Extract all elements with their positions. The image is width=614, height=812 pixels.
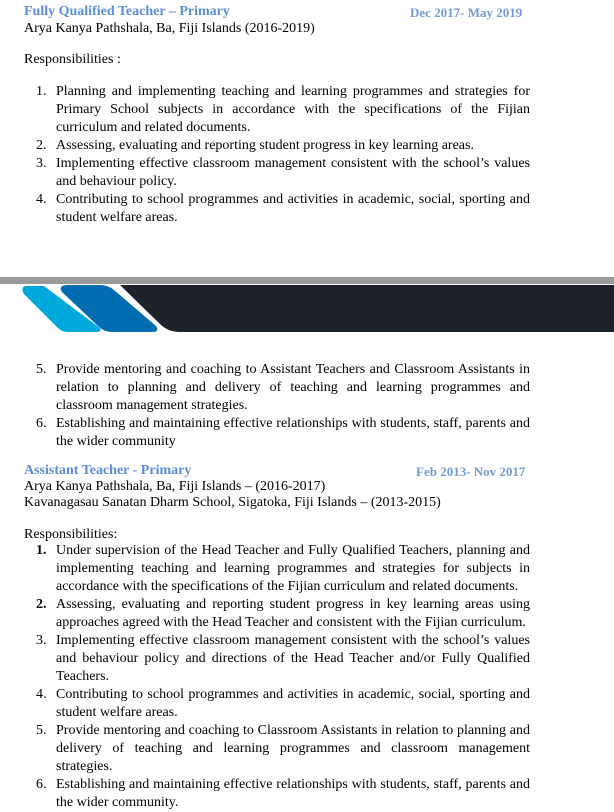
list-item: 3. Implementing effective classroom management consistent with the school’s values and behaviour policy. [36,156,530,189]
responsibilities-list-continued [34,361,530,451]
responsibilities-label: Responsibilities : [24,52,121,67]
navy-band [120,285,614,332]
job-dates: Dec 2017- May 2019 [410,5,523,20]
list-item: 5. Provide mentoring and coaching to Classroom Assistants in relation to planning and delivery of teaching and learning programmes and classroom management strategies. [36,723,530,774]
job-dates: Feb 2013- Nov 2017 [416,464,526,479]
list-item: 2. Assessing, evaluating and reporting student progress in key learning areas using approaches agreed with the Head Teacher and consistent with the Fijian curriculum. [36,597,530,630]
list-item: 6. Establishing and maintaining effective relationships with students, staff, parents and the wider community [36,416,530,449]
list-item: 1. Under supervision of the Head Teacher and Fully Qualified Teachers, planning and implementing teaching and learning programmes and strategies for subjects in accordance with the specifications of the Fijian curriculum and related documents. [36,543,530,594]
list-item: 4. Contributing to school programmes and activities in academic, social, sporting and student welfare areas. [36,687,530,720]
list-item: 3. Implementing effective classroom management consistent with the school’s values and behaviour policy and directions of the Head Teacher and/or Fully Qualified Teachers. [36,633,530,684]
list-item: 4. Contributing to school programmes and activities in academic, social, sporting and student welfare areas. [36,192,530,225]
responsibilities-list [34,542,530,812]
job-title-assistant-teacher: Assistant Teacher - Primary [24,463,192,478]
list-item: 1. Planning and implementing teaching and learning programmes and strategies for Primary School subjects in accordance with the specifications of the Fijian curriculum and related documents. [36,84,530,135]
gray-bar [0,277,614,284]
list-item: 2. Assessing, evaluating and reporting student progress in key learning areas. [36,138,474,153]
school-name: Arya Kanya Pathshala, Ba, Fiji Islands (2016-2019) [24,21,315,36]
list-item: 5. Provide mentoring and coaching to Assistant Teachers and Classroom Assistants in relation to planning and delivery of teaching and learning programmes and classroom management strategies. [36,362,530,413]
list-item: 6. Establishing and maintaining effective relationships with students, staff, parents and the wider community. [36,777,530,810]
school-name: Kavanagasau Sanatan Dharm School, Sigatoka, Fiji Islands – (2013-2015) [24,495,441,510]
responsibilities-list [34,83,530,227]
school-name: Arya Kanya Pathshala, Ba, Fiji Islands – (2016-2017) [24,479,326,494]
job-title-fully-qualified-teacher: Fully Qualified Teacher – Primary [24,4,230,19]
page-break-banner [0,276,614,334]
responsibilities-label: Responsibilities: [24,527,118,542]
